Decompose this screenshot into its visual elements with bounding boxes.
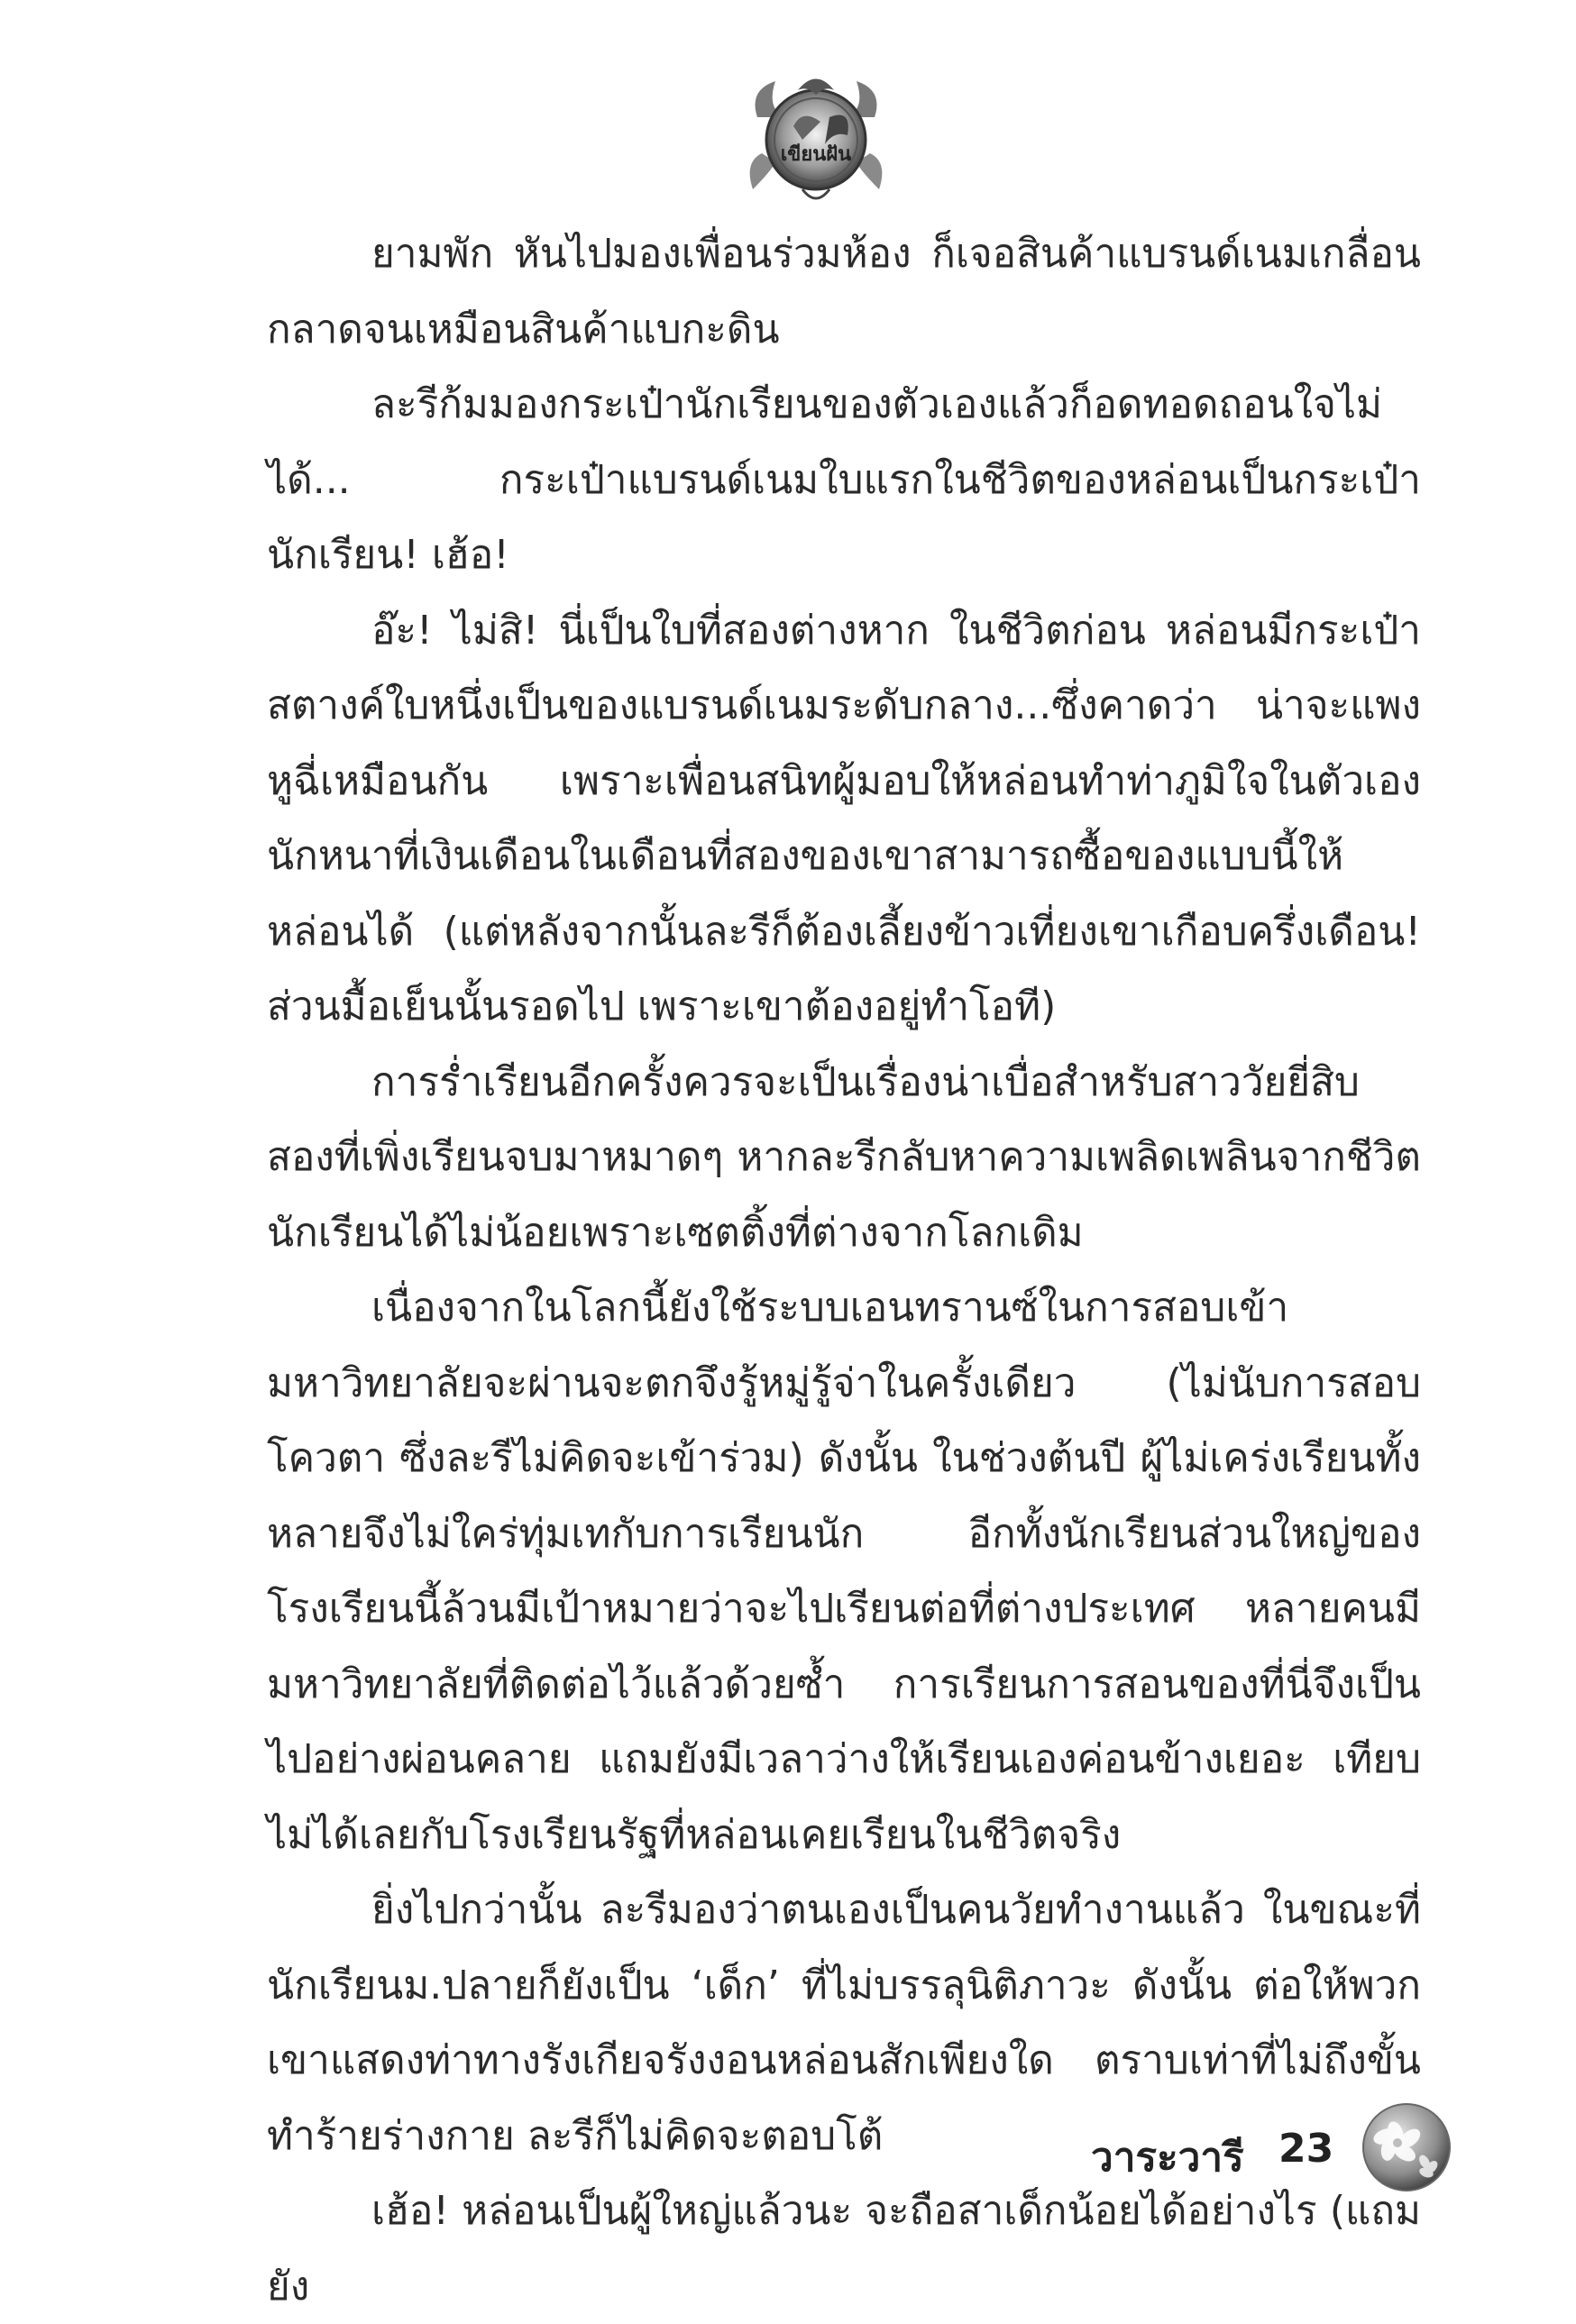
quill-emblem-icon [739,54,893,216]
body-text [267,216,1421,2324]
logo-text: เขียนฝัน [780,143,852,166]
paragraph-3: อ๊ะ! ไม่สิ! นี่เป็นใบที่สองต่างหาก ในชีวิตก่อน หล่อนมีกระเป๋าสตางค์ใบหนึ่งเป็นของแบรนด์เนมระดับกลาง...ซึ่งคาดว่า น่าจะแพงหูฉี่เหมือนกัน เพราะเพื่อนสนิทผู้มอบให้หล่อนทำท่าภูมิใจในตัวเองนักหนาที่เงินเดือนในเดือนที่สองของเขาสามารถซื้อของแบบนี้ให้หล่อนได้ (แต่หลังจากนั้นละรีก็ต้องเลี้ยงข้าวเที่ยงเขาเกือบครึ่งเดือน! ส่วนมื้อเย็นนั้นรอดไป เพราะเขาต้องอยู่ทำโอที) [267,607,1421,1029]
book-title: วาระวารี [1091,2135,1244,2181]
paragraph-5: เนื่องจากในโลกนี้ยังใช้ระบบเอนทรานซ์ในการสอบเข้ามหาวิทยาลัยจะผ่านจะตกจึงรู้หมู่รู้จ่าในครั้งเดียว (ไม่นับการสอบโควตา ซึ่งละรีไม่คิดจะเข้าร่วม) ดังนั้น ในช่วงต้นปี ผู้ไม่เคร่งเรียนทั้งหลายจึงไม่ใคร่ทุ่มเทกับการเรียนนัก อีกทั้งนักเรียนส่วนใหญ่ของโรงเรียนนี้ล้วนมีเป้าหมายว่าจะไปเรียนต่อที่ต่างประเทศ หลายคนมีมหาวิทยาลัยที่ติดต่อไว้แล้วด้วยซ้ำ การเรียนการสอนของที่นี่จึงเป็นไปอย่างผ่อนคลาย แถมยังมีเวลาว่างให้เรียนเองค่อนข้างเยอะ เทียบไม่ได้เลยกับโรงเรียนรัฐที่หล่อนเคยเรียนในชีวิตจริง [267,1285,1421,1858]
flower-medallion-icon [1360,2100,1453,2194]
paragraph-1: ยามพัก หันไปมองเพื่อนร่วมห้อง ก็เจอสินค้าแบรนด์เนมเกลื่อนกลาดจนเหมือนสินค้าแบกะดิน [267,231,1421,352]
page-footer [1082,2100,1461,2209]
header-logo [739,54,893,216]
paragraph-2: ละรีก้มมองกระเป๋านักเรียนของตัวเองแล้วก็อดทอดถอนใจไม่ได้... กระเป๋าแบรนด์เนมใบแรกในชีวิตของหล่อนเป็นกระเป๋านักเรียน! เฮ้อ! [267,381,1421,578]
paragraph-4: การร่ำเรียนอีกครั้งควรจะเป็นเรื่องน่าเบื่อสำหรับสาววัยยี่สิบสองที่เพิ่งเรียนจบมาหมาดๆ หากละรีกลับหาความเพลิดเพลินจากชีวิตนักเรียนได้ไม่น้อยเพราะเซตติ้งที่ต่างจากโลกเดิม [267,1058,1421,1256]
paragraph-7: เฮ้อ! หล่อนเป็นผู้ใหญ่แล้วนะ จะถือสาเด็กน้อยได้อย่างไร (แถมยัง [267,2188,1421,2310]
page-number: 23 [1278,2126,1334,2172]
paragraph-6: ยิ่งไปกว่านั้น ละรีมองว่าตนเองเป็นคนวัยทำงานแล้ว ในขณะที่นักเรียนม.ปลายก็ยังเป็น ‘เด็ก’ ที่ไม่บรรลุนิติภาวะ ดังนั้น ต่อให้พวกเขาแสดงท่าทางรังเกียจรังงอนหล่อนสักเพียงใด ตราบเท่าที่ไม่ถึงขั้นทำร้ายร่างกาย ละรีก็ไม่คิดจะตอบโต้ [267,1887,1421,2159]
